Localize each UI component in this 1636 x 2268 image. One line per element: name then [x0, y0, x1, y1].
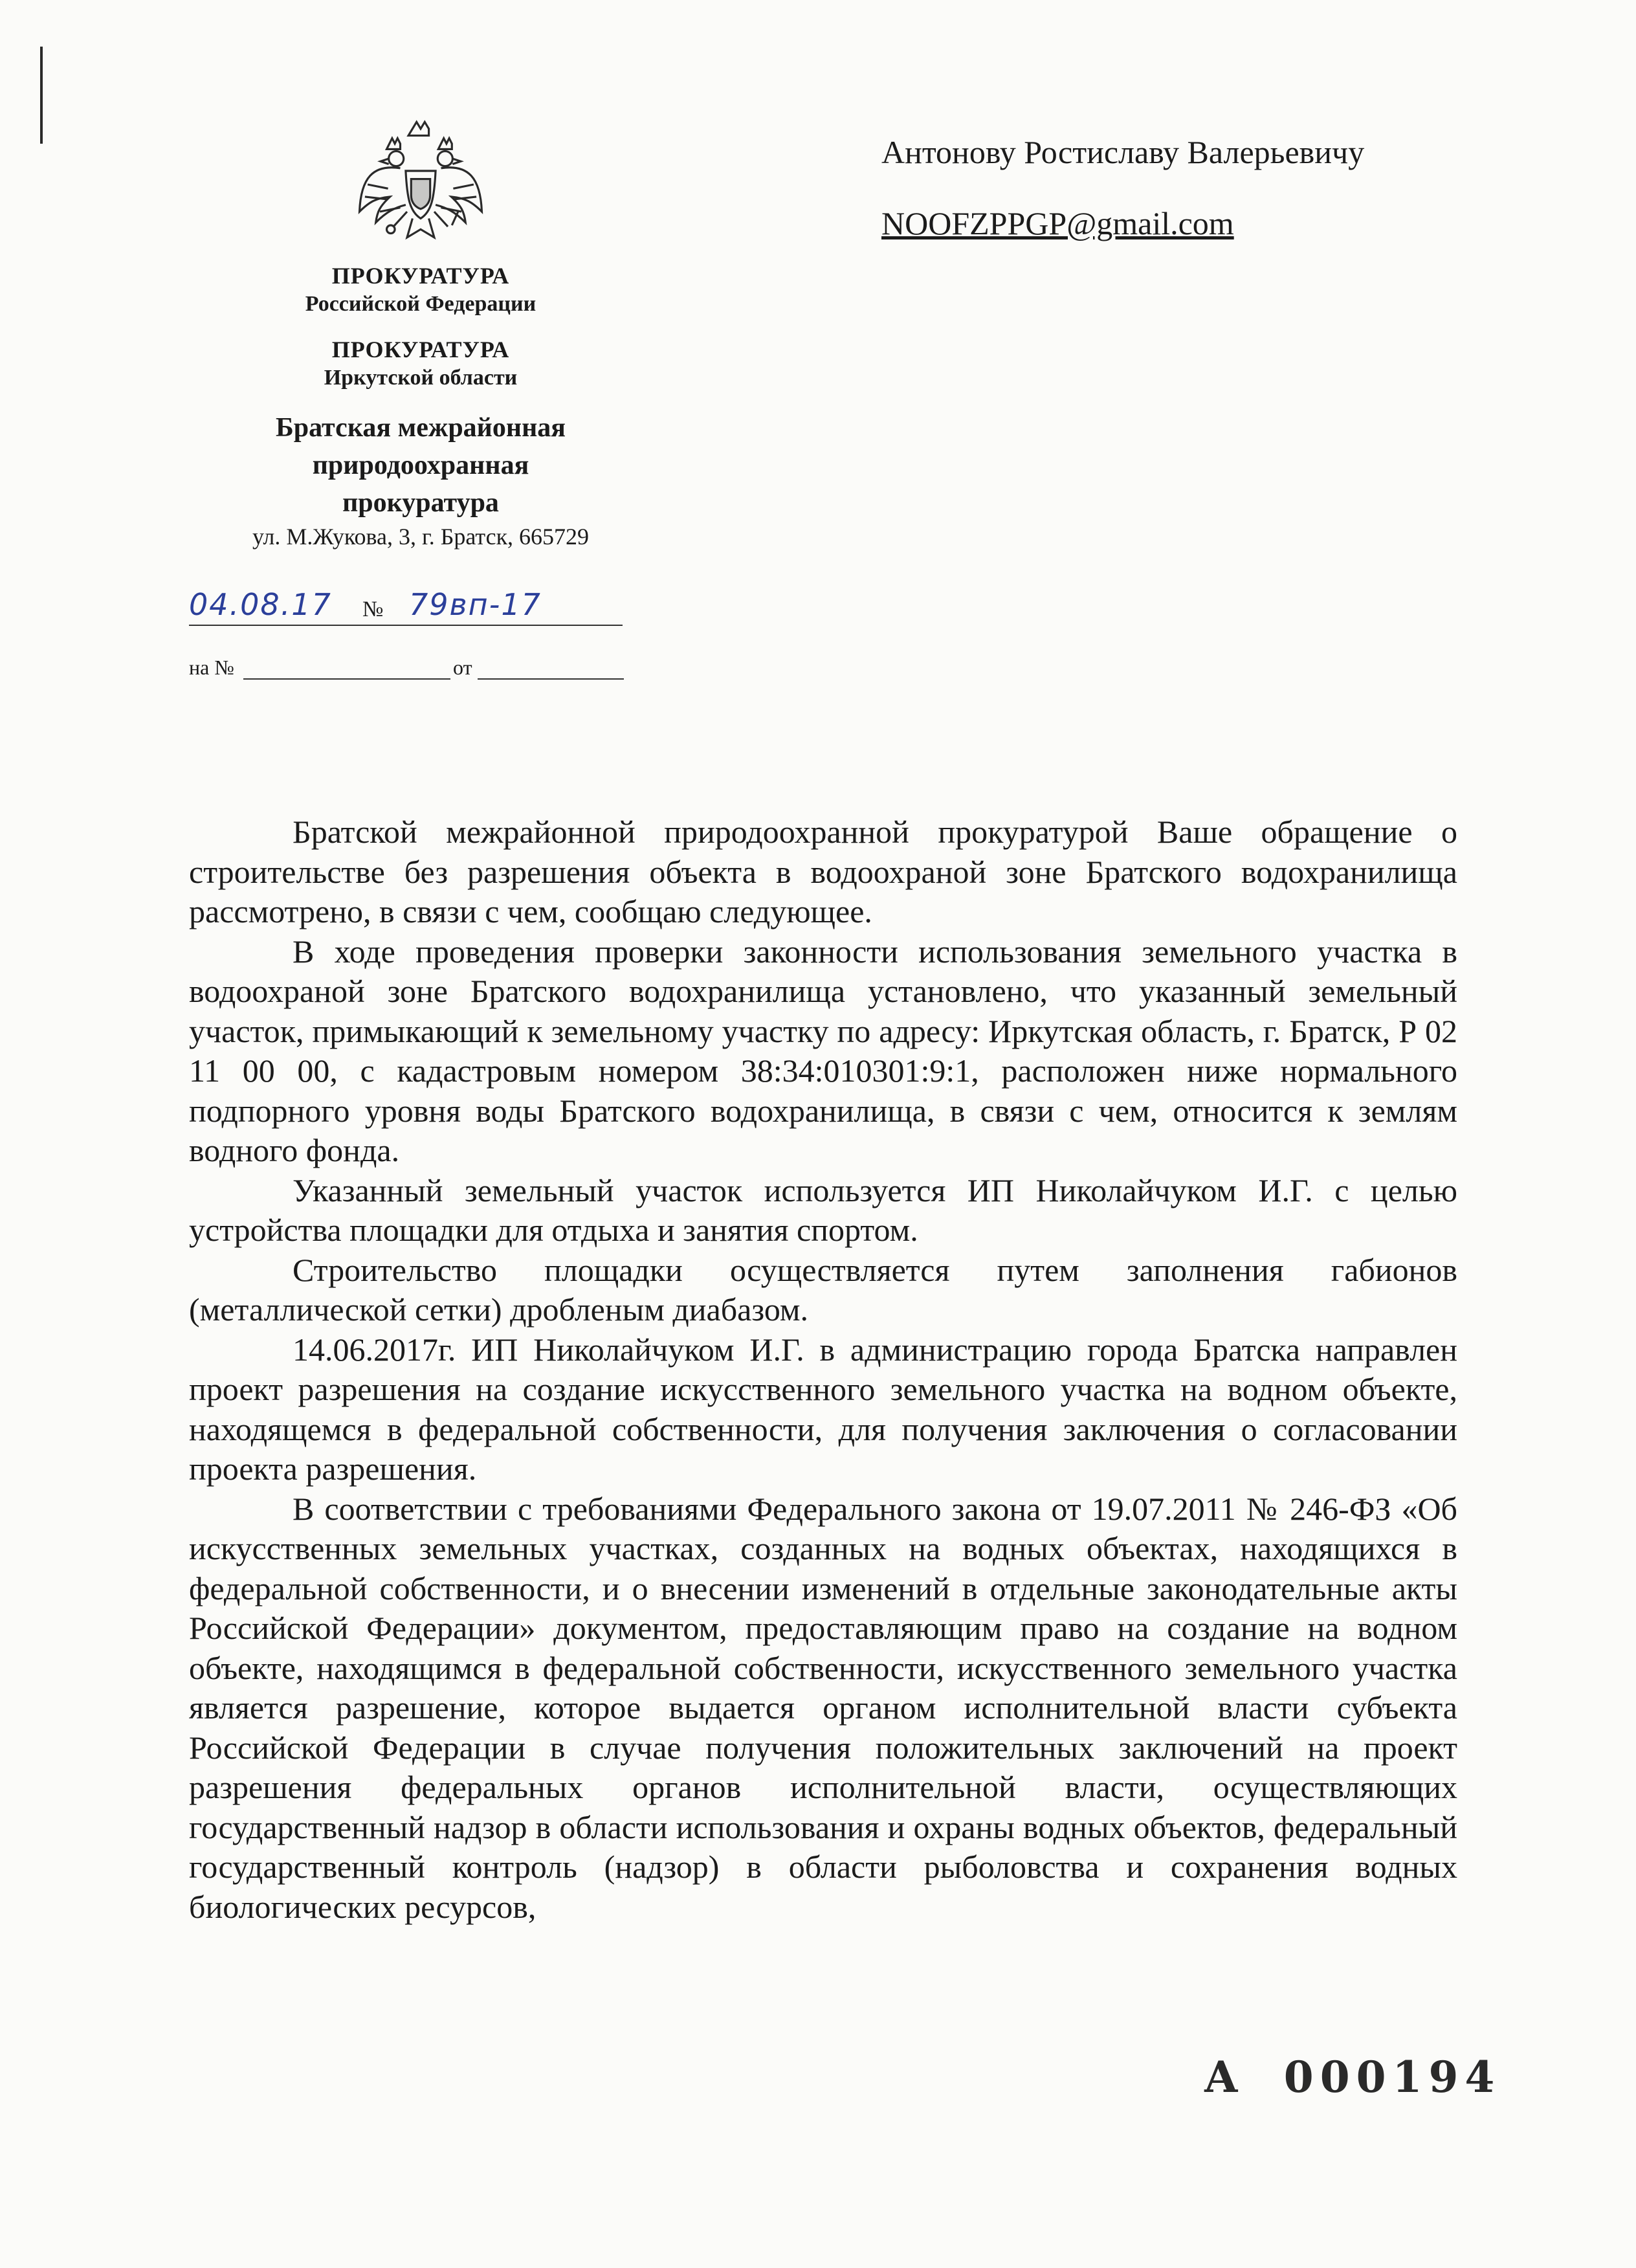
body-paragraph-3: Указанный земельный участок используется ИП Николайчуком И.Г. с целью устройства площадки для отдыха и занятия спортом. — [189, 1172, 1457, 1248]
reference-date-label: от — [453, 656, 472, 679]
org-regional-title: ПРОКУРАТУРА — [331, 337, 510, 362]
registration-number-label: № — [362, 597, 384, 621]
office-name-line3: прокуратура — [342, 488, 499, 518]
reference-date-blank — [478, 659, 624, 680]
addressee-name: Антонову Ростиславу Валерьевичу — [881, 134, 1365, 170]
addressee-block — [881, 133, 1529, 243]
org-regional-subtitle: Иркутской области — [324, 366, 518, 390]
addressee-email: NOOFZPPGP@gmail.com — [881, 205, 1234, 241]
registration-number: 79вп-17 — [409, 587, 542, 622]
org-federal-title: ПРОКУРАТУРА — [331, 263, 510, 289]
org-federal-subtitle: Российской Федерации — [305, 292, 536, 316]
reference-number-label: на № — [189, 656, 234, 679]
double-headed-eagle-emblem-icon — [353, 117, 489, 252]
office-name-line1: Братская межрайонная — [276, 413, 566, 443]
reference-line — [189, 654, 629, 682]
registration-line — [189, 586, 623, 626]
reference-number-blank — [243, 659, 450, 680]
registration-date: 04.08.17 — [189, 587, 332, 622]
letter-body — [189, 812, 1457, 1927]
form-serial-number — [1204, 2052, 1501, 2102]
body-paragraph-2: В ходе проведения проверки законности использования земельного участка в водоохраной зоне Братского водохранилища установлено, что указанный земельный участок, примыкающий к земельному участку по адресу: Иркутская область, г. Братск, Р 02 11 00 00, с кадастровым номером 38:34:010301:9:1, расположен ниже нормального подпорного уровня воды Братского водохранилища, в связи с чем, относится к землям водного фонда. — [189, 933, 1457, 1168]
body-paragraph-1: Братской межрайонной природоохранной прокуратурой Ваше обращение о строительстве без разрешения объекта в водоохраной зоне Братского водохранилища рассмотрено, в связи с чем, сообщаю следующее. — [189, 814, 1457, 929]
serial-digits: 000194 — [1283, 2052, 1501, 2102]
serial-letter: А — [1204, 2052, 1245, 2102]
office-name-line2: природоохранная — [312, 450, 529, 480]
body-paragraph-4: Строительство площадки осуществляется путем заполнения габионов (металлической сетки) дробленым диабазом. — [189, 1251, 1457, 1328]
office-address: ул. М.Жукова, 3, г. Братск, 665729 — [252, 524, 590, 550]
body-paragraph-5: 14.06.2017г. ИП Николайчуком И.Г. в администрацию города Братска направлен проект разрешения на создание искусственного земельного участка на водном объекте, находящемся в федеральной собственности, для получения заключения о согласовании проекта разрешения. — [189, 1331, 1457, 1487]
letterhead — [175, 117, 667, 551]
scan-edge-mark — [40, 47, 43, 144]
body-paragraph-6: В соответствии с требованиями Федерального закона от 19.07.2011 № 246-ФЗ «Об искусственных земельных участках, созданных на водных объектах, находящихся в федеральной собственности, и о внесении изменений в отдельные законодательные акты Российской Федерации» документом, предоставляющим право на создание на водном объекте, находящимся в федеральной собственности, искусственного земельного участка является разрешение, которое выдается органом исполнительной власти субъекта Российской Федерации в случае получения положительных заключений на проект разрешения федеральных органов исполнительной власти, осуществляющих государственный надзор в области использования и охраны водных объектов, федеральный государственный контроль (надзор) в области рыболовства и сохранения водных биологических ресурсов, — [189, 1490, 1457, 1925]
